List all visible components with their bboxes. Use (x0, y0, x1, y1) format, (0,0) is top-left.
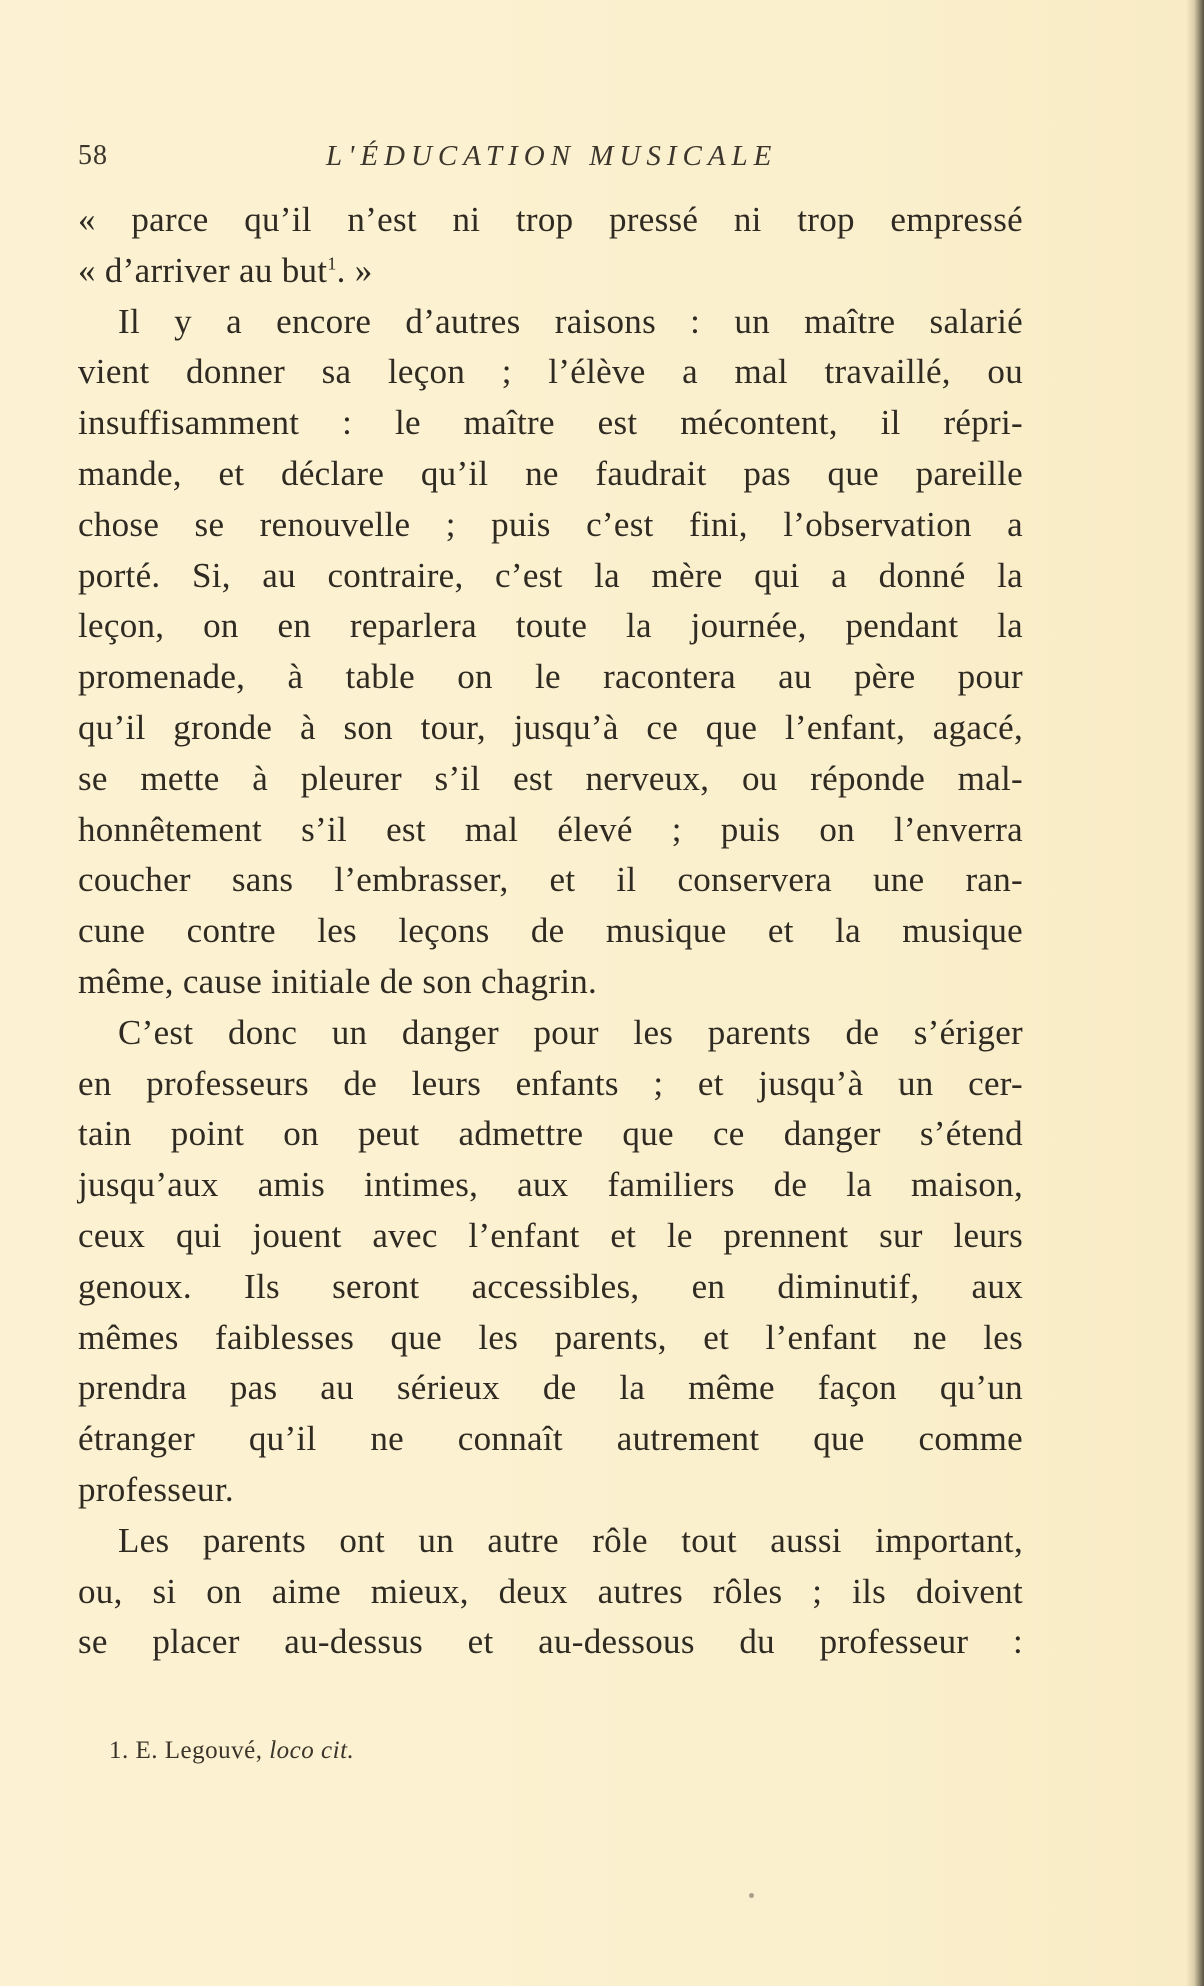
text-line: étranger qu’il ne connaît autrement que comme (78, 1419, 1023, 1459)
text-line: cune contre les leçons de musique et la musique (78, 911, 1023, 951)
paragraph-first-line: Il y a encore d’autres raisons : un maître salarié (118, 301, 1023, 341)
text-line: leçon, on en reparlera toute la journée, pendant la (78, 606, 1023, 646)
text-line: mande, et déclare qu’il ne faudrait pas que pareille (78, 453, 1023, 493)
text-line: mêmes faiblesses que les parents, et l’enfant ne les (78, 1317, 1023, 1357)
text-line: vient donner sa leçon ; l’élève a mal travaillé, ou (78, 352, 1023, 392)
scan-speck (749, 1893, 754, 1898)
text-line: se mette à pleurer s’il est nerveux, ou réponde mal- (78, 758, 1023, 798)
text-line-segment: « d’arriver au but (78, 250, 328, 290)
text-line: jusqu’aux amis intimes, aux familiers de la maison, (78, 1165, 1023, 1205)
paragraph-first-line: C’est donc un danger pour les parents de s’ériger (118, 1012, 1023, 1052)
text-line: « parce qu’il n’est ni trop pressé ni trop empressé (78, 200, 1023, 239)
main-text-block (78, 195, 1023, 1668)
text-line: porté. Si, au contraire, c’est la mère qui a donné la (78, 555, 1023, 595)
text-line: promenade, à table on le racontera au père pour (78, 657, 1023, 697)
text-line: prendra pas au sérieux de la même façon qu’un (78, 1368, 1023, 1408)
footnote-author: E. Legouvé, (135, 1737, 263, 1764)
text-line: chose se renouvelle ; puis c’est fini, l’observation a (78, 504, 1023, 544)
footnote-reference: 1 (327, 253, 337, 274)
footnote-reference-text: loco cit. (269, 1737, 355, 1764)
paragraph-first-line: Les parents ont un autre rôle tout aussi important, (118, 1520, 1023, 1560)
text-line: ou, si on aime mieux, deux autres rôles ; ils doivent (78, 1571, 1023, 1611)
text-line: honnêtement s’il est mal élevé ; puis on l’enverra (78, 809, 1023, 849)
footnote-number: 1. (109, 1737, 129, 1764)
paragraph-last-line: même, cause initiale de son chagrin. (78, 961, 598, 1001)
page-edge-shadow (1186, 0, 1204, 1986)
footnote (109, 1737, 354, 1765)
text-line: qu’il gronde à son tour, jusqu’à ce que l’enfant, agacé, (78, 707, 1023, 747)
running-title: L'ÉDUCATION MUSICALE (326, 140, 778, 172)
text-line: tain point on peut admettre que ce danger s’étend (78, 1114, 1023, 1154)
page-header (78, 140, 788, 180)
text-line: en professeurs de leurs enfants ; et jusqu’à un cer- (78, 1063, 1023, 1103)
paragraph-last-line: professeur. (78, 1469, 234, 1509)
text-line-with-footnote-reference (78, 246, 1023, 297)
text-line: coucher sans l’embrasser, et il conservera une ran- (78, 860, 1023, 900)
text-line-segment: . » (336, 250, 373, 290)
text-line: insuffisamment : le maître est mécontent, il répri- (78, 403, 1023, 443)
page-number: 58 (78, 140, 108, 171)
text-line: se placer au-dessus et au-dessous du professeur : (78, 1622, 1023, 1662)
text-line: genoux. Ils seront accessibles, en diminutif, aux (78, 1266, 1023, 1306)
text-line: ceux qui jouent avec l’enfant et le prennent sur leurs (78, 1215, 1023, 1255)
